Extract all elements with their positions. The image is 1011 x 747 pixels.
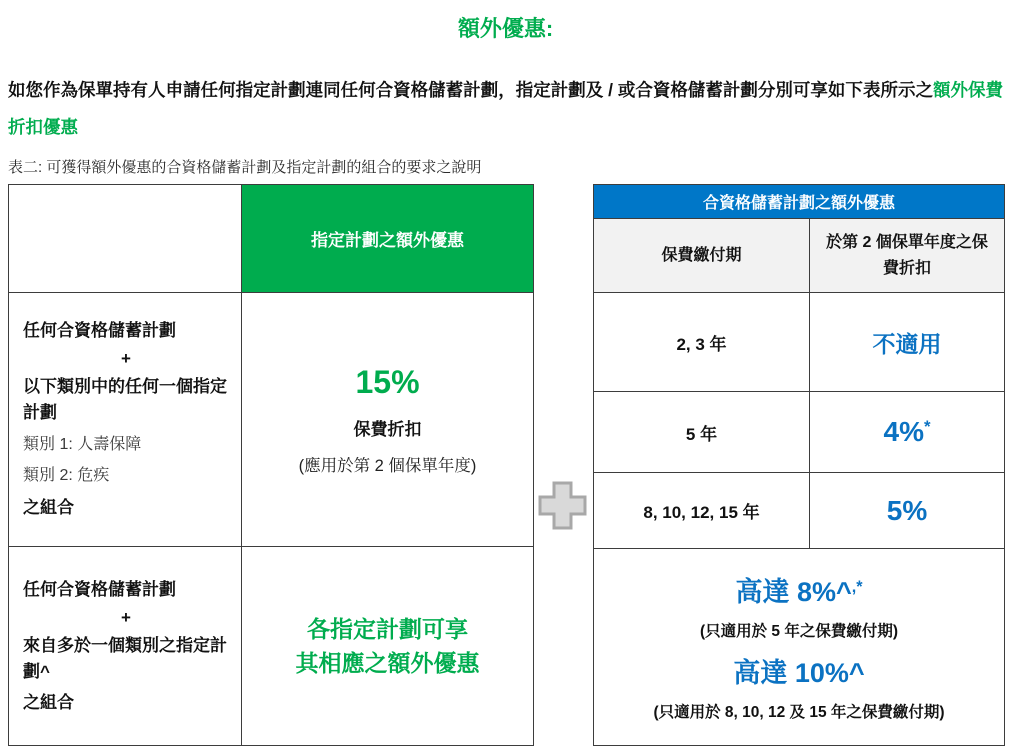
footnote-marker: ,*: [851, 578, 863, 597]
up-to-8-percent: [598, 570, 1000, 609]
combo2-line3: 之組合: [23, 692, 74, 712]
discount-value: 5%: [886, 494, 928, 526]
savings-plans-header: 合資格儲蓄計劃之額外優惠: [594, 185, 1005, 219]
benefit-text-line2: 其相應之額外優惠: [295, 650, 480, 676]
table-caption: 表二: 可獲得額外優惠的合資格儲蓄計劃及指定計劃的組合的要求之說明: [8, 159, 482, 176]
benefit-cell-2: [242, 547, 534, 746]
premium-discount-header: 於第 2 個保單年度之保費折扣: [810, 219, 1005, 293]
combo2-line1: 任何合資格儲蓄計劃: [23, 579, 176, 599]
combo2-plus-sign: +: [121, 607, 131, 627]
benefit-cell-1: [242, 293, 534, 547]
discount-footnote-marker: *: [923, 416, 931, 436]
table-row: [594, 392, 1005, 473]
up-to-10-percent-text: 高達 10%^: [733, 658, 865, 688]
table-row: [594, 293, 1005, 392]
up-to-8-percent-text: 高達 8%^: [735, 577, 852, 607]
table-row: [594, 473, 1005, 549]
discount-cell: [810, 392, 1005, 473]
discount-label: 保費折扣: [353, 419, 422, 439]
designated-plans-header: 指定計劃之額外優惠: [242, 185, 534, 293]
combo1-line1: 任何合資格儲蓄計劃: [23, 321, 176, 340]
discount-cell: [810, 293, 1005, 392]
combo2-line2: 來自多於一個類別之指定計劃^: [23, 635, 227, 681]
intro-text: 如您作為保單持有人申請任何指定計劃連同任何合資格儲蓄計劃，指定計劃及 / 或合資格儲蓄計劃分別可享如下表所示之: [8, 80, 933, 100]
discount-note: (應用於第 2 個保單年度): [298, 456, 477, 475]
combo1-category2: 類別 2: 危疾: [23, 467, 110, 484]
merged-benefit-cell: [594, 549, 1005, 746]
intro-paragraph: [8, 72, 1003, 146]
discount-cell: [810, 473, 1005, 549]
combo1-category1: 類別 1: 人壽保障: [23, 436, 142, 453]
combination-cell-2: [9, 547, 242, 746]
discount-value: 4%: [883, 416, 924, 447]
combo1-line3: 之組合: [23, 498, 74, 517]
benefit-text-line1: 各指定計劃可享: [307, 616, 468, 642]
page-title: 額外優惠:: [457, 16, 554, 41]
premium-term-cell: 8, 10, 12, 15 年: [594, 473, 810, 549]
discount-value-15: 15%: [355, 363, 420, 400]
intro-highlight-text: 額外保費折扣優惠: [8, 80, 1003, 137]
plus-icon: [538, 481, 587, 530]
note-5-year: (只適用於 5 年之保費繳付期): [699, 623, 899, 640]
combination-cell-1: [9, 293, 242, 547]
tables-container: [8, 184, 1005, 746]
premium-term-header: 保費繳付期: [594, 219, 810, 293]
tables-gap: [534, 184, 593, 745]
designated-plans-table: [8, 184, 534, 746]
premium-term-cell: 2, 3 年: [594, 293, 810, 392]
up-to-10-percent: [598, 651, 1000, 690]
blank-corner-cell: [9, 185, 242, 293]
premium-term-cell: 5 年: [594, 392, 810, 473]
note-8-15-year: (只適用於 8, 10, 12 及 15 年之保費繳付期): [653, 704, 945, 721]
discount-value: 不適用: [872, 330, 942, 357]
combo1-plus-sign: +: [121, 349, 131, 368]
combo1-line2: 以下類別中的任何一個指定計劃: [23, 377, 227, 422]
savings-plans-table: [593, 184, 1005, 746]
